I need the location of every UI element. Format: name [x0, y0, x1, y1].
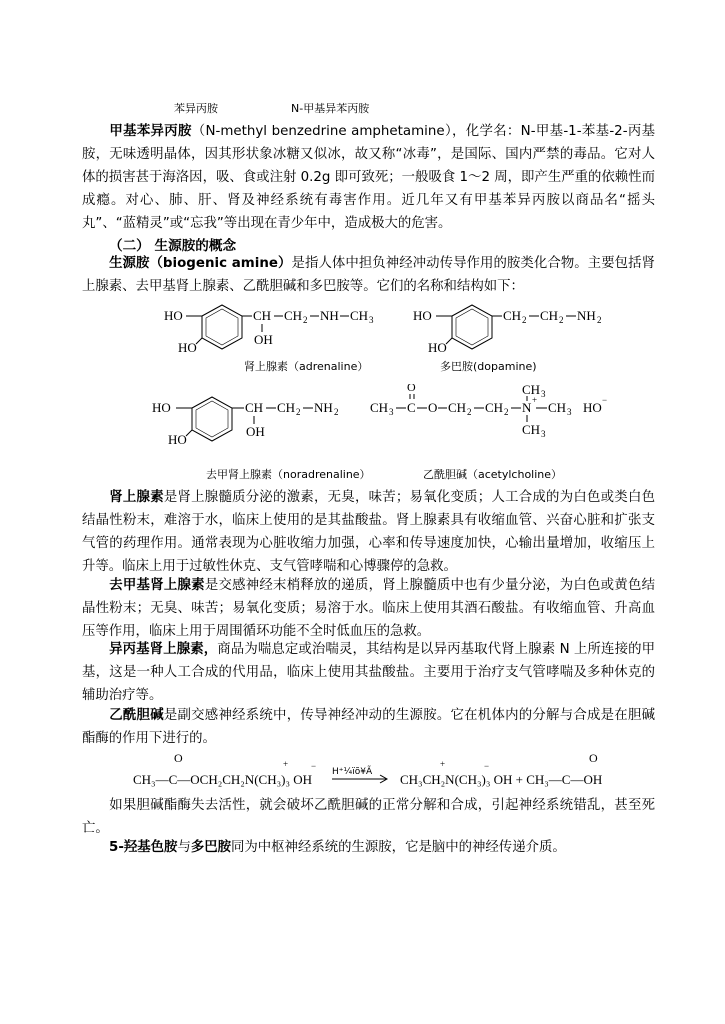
paragraph-text: 是交感神经末梢释放的递质，肾上腺髓质中也有少量分泌，为白色或黄色结晶性粉末；无臭、味苦；易氧化变质；易溶于水。临床上使用其酒石酸盐。有收缩血管、升高血压等作用，临床上用于周围循环功能不全时低血压的急救。 [82, 578, 656, 639]
adrenaline-oh: OH [254, 332, 273, 347]
caption-noradrenaline: 去甲肾上腺素（noradrenaline） [206, 468, 371, 481]
dopamine-ho-top: HO [413, 308, 432, 323]
caption-acetylcholine: 乙酰胆碱（acetylcholine） [423, 468, 563, 481]
ach-minus: − [602, 395, 608, 405]
subscript: 2 [467, 407, 472, 417]
paragraph-text: 如果胆碱酯酶失去活性，就会破坏乙酰胆碱的正常分解和合成，引起神经系统错乱，甚至死亡。 [82, 798, 655, 836]
paragraph-methamphetamine [82, 120, 655, 235]
paragraph-text: 是肾上腺髓质分泌的激素，无臭，味苦；易氧化变质；人工合成的为白色或类白色结晶性粉末，难溶于水，临床上使用的是其盐酸盐。肾上腺素具有收缩血管、兴奋心脏和扩张支气管的药理作用。通常表现为心脏收缩力加强，心率和传导速度加快，心输出量增加，收缩压上升等。临床上用于过敏性休克、支气管哮喘和心博骤停的急救。 [82, 490, 655, 574]
ach-ho: HO [583, 400, 602, 415]
paragraph-text: （N-methyl benzedrine amphetamine），化学名：N-甲基-1-苯基-2-丙基胺，无味透明晶体，因其形状象冰糖又似冰，故又称“冰毒”，是国际、国内严禁的毒品。它对人体的损害甚于海洛因，吸、食或注射 0.2g 即可致死；一般吸食 1～2 周，即产生严重的依赖性而成瘾。对心、肺、肝、肾及神经系统有毒害作用。近几年又有甲基苯异丙胺以商品名“摇头丸”、“蓝精灵”或“忘我”等出现在青少年中，造成极大的危害。 [82, 124, 656, 231]
term-noradrenaline: 去甲基肾上腺素 [109, 578, 205, 593]
noradrenaline-structure [152, 397, 339, 447]
term-methamphetamine: 甲基苯异丙胺 [109, 124, 192, 139]
adrenaline-ch3: CH [350, 308, 369, 323]
ach-ch2a: CH [448, 400, 467, 415]
acetylcholine-structure [370, 384, 607, 439]
adrenaline-ch2: CH [284, 308, 303, 323]
reaction-arrow-label: H⁺¼ïõ¥Ã [332, 767, 373, 777]
reaction-o-right: O [589, 751, 598, 765]
ach-o: O [428, 400, 438, 415]
paragraph-acetylcholine [82, 704, 655, 750]
adrenaline-ch: CH [253, 308, 272, 323]
adrenaline-ho-bottom: HO [178, 340, 197, 355]
subscript: 2 [504, 407, 509, 417]
subscript: 3 [389, 407, 394, 417]
paragraph-text: 与 [177, 840, 191, 855]
subscript: 2 [522, 315, 527, 325]
adrenaline-nh: NH [320, 308, 339, 323]
paragraph-text: 同为中枢神经系统的生源胺，它是脑中的神经传递介质。 [231, 840, 566, 855]
ach-ch3-top: CH [522, 384, 541, 397]
subscript: 2 [296, 407, 301, 417]
adrenaline-structure [164, 305, 374, 355]
section-heading: （二） 生源胺的概念 [109, 238, 237, 254]
subscript: 2 [334, 407, 339, 417]
paragraph-text: 是副交感神经系统中，传导神经冲动的生源胺。它在机体内的分解与合成是在胆碱酯酶的作用下进行的。 [82, 708, 655, 746]
ach-ch3-right: CH [548, 400, 567, 415]
dopamine-structure [413, 305, 602, 355]
ach-n: N [522, 400, 532, 415]
paragraph-noradrenaline [82, 574, 655, 643]
reaction-o-left: O [174, 751, 183, 765]
dopamine-nh2: NH [577, 308, 596, 323]
term-serotonin: 5-羟基色胺 [109, 840, 178, 855]
subscript: 3 [567, 407, 572, 417]
caption-dopamine: 多巴胺(dopamine) [440, 360, 537, 373]
paragraph-serotonin [82, 836, 655, 859]
hydrolysis-reaction [0, 750, 725, 792]
reaction-minus-left: − [311, 761, 317, 771]
term-dopamine: 多巴胺 [190, 840, 231, 855]
adrenaline-ho-top: HO [164, 308, 183, 323]
term-adrenaline: 肾上腺素 [109, 490, 164, 505]
term-isoprenaline: 异丙基肾上腺素， [109, 642, 218, 657]
noradrenaline-nh2: NH [314, 400, 333, 415]
reaction-plus-right: + [440, 759, 446, 769]
reaction-products: CH₃CH₂N(CH₃)₃ OH + CH₃—C—OH [400, 772, 603, 787]
reaction-minus-right: − [484, 761, 490, 771]
reaction-reactant: CH₃—C—OCH₂CH₂N(CH₃)₃ OH [133, 772, 313, 787]
ach-o-top: O [407, 384, 416, 394]
subscript: 2 [559, 315, 564, 325]
paragraph-text: 是指人体中担负神经冲动传导作用的胺类化合物。主要包括肾上腺素、去甲基肾上腺素、乙酰胆碱和多巴胺等。它们的名称和结构如下： [82, 256, 655, 294]
subscript: 3 [541, 389, 546, 399]
dopamine-ho-bottom: HO [428, 340, 447, 355]
ach-ch3-left: CH [370, 400, 389, 415]
term-acetylcholine: 乙酰胆碱 [109, 708, 164, 723]
paragraph-cholinesterase [82, 794, 655, 840]
subscript: 2 [303, 315, 308, 325]
structures-row-1 [0, 296, 725, 378]
paragraph-adrenaline [82, 486, 655, 578]
paragraph-isoprenaline [82, 638, 655, 707]
term-biogenic-amine: 生源胺（biogenic amine） [109, 256, 292, 271]
ach-plus: + [532, 395, 538, 405]
ach-c: C [407, 400, 416, 415]
ach-ch2b: CH [485, 400, 504, 415]
caption-amphetamine: 苯异丙胺 [174, 102, 218, 115]
subscript: 2 [597, 315, 602, 325]
noradrenaline-ch: CH [245, 400, 264, 415]
ach-ch3-bottom: CH [522, 422, 541, 437]
noradrenaline-ho-top: HO [152, 400, 171, 415]
noradrenaline-oh: OH [246, 424, 265, 439]
paragraph-text: 商品为喘息定或治喘灵，其结构是以异丙基取代肾上腺素 N 上所连接的甲基，这是一种人工合成的代用品，临床上使用其盐酸盐。主要用于治疗支气管哮喘及多种休克的辅助治疗等。 [82, 642, 656, 703]
noradrenaline-ch2: CH [277, 400, 296, 415]
dopamine-ch2a: CH [503, 308, 522, 323]
noradrenaline-ho-bottom: HO [168, 432, 187, 447]
reaction-plus-left: + [283, 759, 289, 769]
subscript: 3 [369, 315, 374, 325]
subscript: 3 [541, 429, 546, 439]
structures-row-2 [0, 384, 725, 484]
dopamine-ch2b: CH [540, 308, 559, 323]
caption-adrenaline: 肾上腺素（adrenaline） [244, 360, 369, 373]
paragraph-biogenic-amine [82, 252, 655, 298]
caption-n-methyl-amphetamine: N-甲基异苯丙胺 [291, 102, 370, 115]
